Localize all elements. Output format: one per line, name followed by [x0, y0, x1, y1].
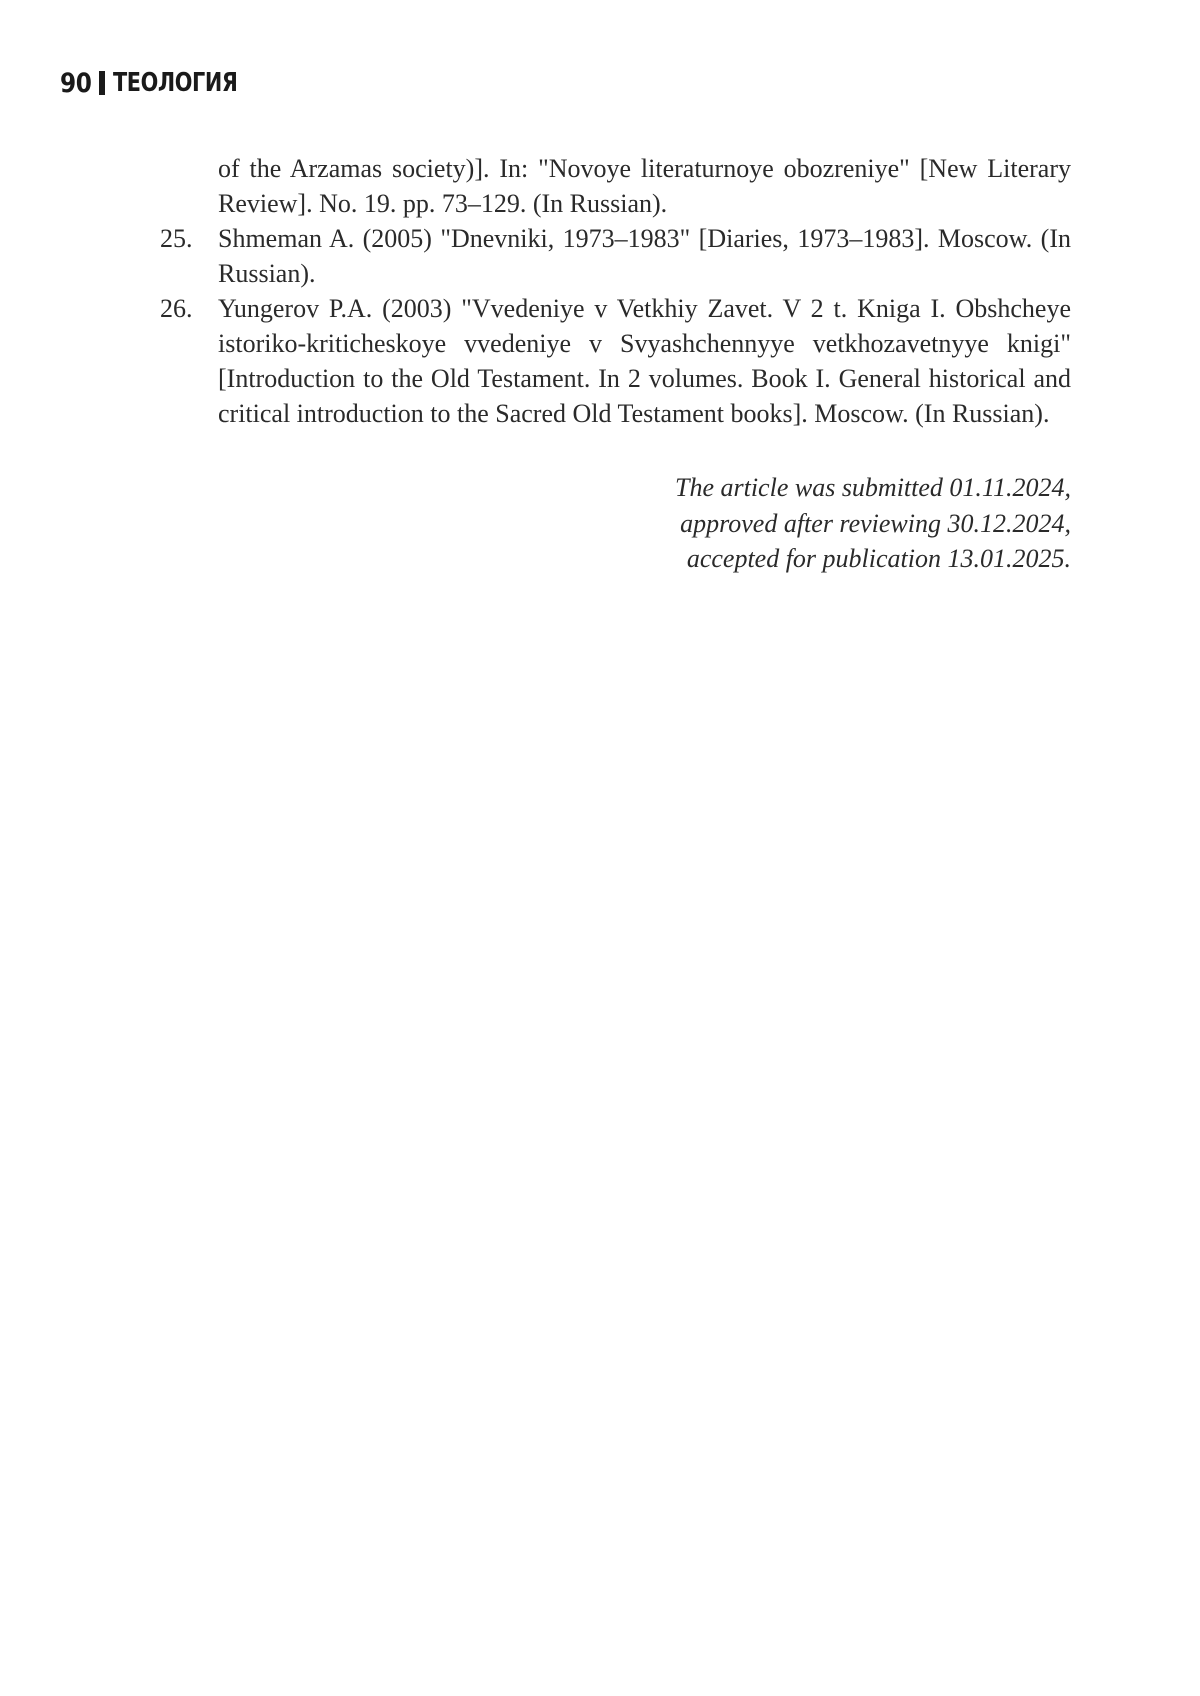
reference-item-24-continuation [160, 151, 1071, 221]
page-number: 90 [60, 67, 92, 99]
reference-list [160, 151, 1071, 431]
reference-text: of the Arzamas society)]. In: "Novoye literaturnoye obozreniye" [New Literary Review]. No. 19. pp. 73–129. (In Russian). [218, 154, 1071, 218]
submitted-date-line: The article was submitted 01.11.2024, [674, 473, 1071, 502]
header-separator [99, 71, 105, 95]
reference-item-26 [160, 291, 1071, 431]
running-header [60, 66, 268, 100]
accepted-date-line: accepted for publication 13.01.2025. [686, 544, 1071, 573]
section-title: ТЕОЛОГИЯ [112, 68, 238, 98]
reference-number: 26. [160, 294, 193, 323]
reference-number: 25. [160, 224, 193, 253]
submission-dates [675, 470, 1071, 577]
reference-text: Yungerov P.A. (2003) "Vvedeniye v Vetkhiy Zavet. V 2 t. Kniga I. Obshcheye istoriko-kriticheskoye vvedeniye v Svyashchennyye vetkhozavetnyye knigi" [Introduction to the Old Testament. In 2 volumes. Book I. General historical and critical introduction to the Sacred Old Testament books]. Moscow. (In Russian). [218, 294, 1071, 428]
reference-text: Shmeman A. (2005) "Dnevniki, 1973–1983" [Diaries, 1973–1983]. Moscow. (In Russian). [218, 224, 1071, 288]
reference-item-25 [160, 221, 1071, 291]
approved-date-line: approved after reviewing 30.12.2024, [680, 508, 1071, 538]
